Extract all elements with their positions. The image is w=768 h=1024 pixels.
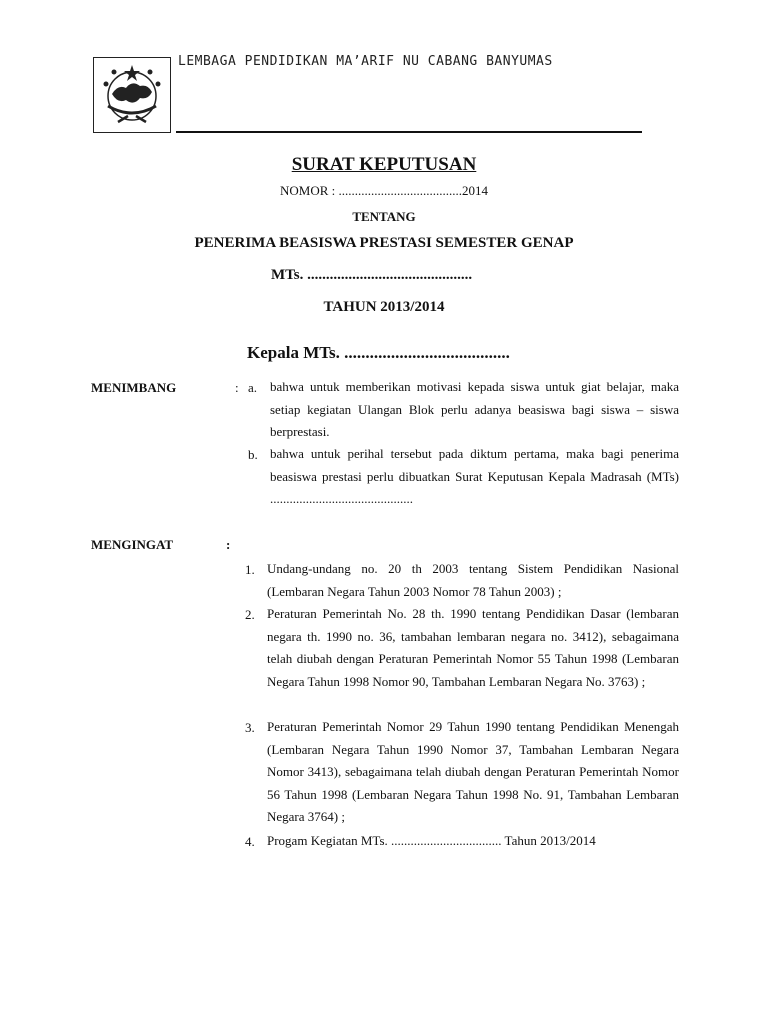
mengingat-item-2: Peraturan Pemerintah No. 28 th. 1990 tentang Pendidikan Dasar (lembaran negara th. 1990 no. 36, tambahan lembaran negara no. 3412), sebagaimana telah diubah dengan Peraturan Pemerintah Nomor 55 Tahun 1998 (Lembaran Negara Tahun 1998 Nomor 90, Tambahan Lembaran Negara No. 3763) ; (267, 606, 679, 689)
document-title: SURAT KEPUTUSAN (291, 154, 477, 175)
nu-emblem-icon (93, 57, 171, 133)
organization-name: LEMBAGA PENDIDIKAN MA’ARIF NU CABANG BANYUMAS (178, 54, 553, 69)
menimbang-item-b: bahwa untuk perihal tersebut pada diktum pertama, maka bagi penerima beasiswa prestasi perlu dibuatkan Surat Keputusan Kepala Madrasah (MTs) ............................................ (270, 446, 679, 506)
mengingat-marker-2: 2. (245, 607, 255, 622)
mengingat-colon: : (226, 537, 231, 552)
mengingat-marker-3: 3. (245, 720, 255, 735)
menimbang-marker-a: a. (248, 380, 258, 395)
subject-line: PENERIMA BEASISWA PRESTASI SEMESTER GENAP (194, 235, 574, 251)
header-rule (176, 131, 642, 133)
mengingat-marker-4: 4. (245, 834, 255, 849)
menimbang-item-a: bahwa untuk memberikan motivasi kepada siswa untuk giat belajar, maka setiap kegiatan Ulangan Blok perlu adanya beasiswa bagi siswa – siswa berprestasi. (270, 379, 679, 439)
school-line: MTs. ............................................ (271, 267, 473, 283)
mengingat-label: MENGINGAT (91, 537, 174, 552)
menimbang-marker-b: b. (248, 447, 258, 462)
mengingat-item-1: Undang-undang no. 20 th 2003 tentang Sistem Pendidikan Nasional (Lembaran Negara Tahun 2003 Nomor 78 Tahun 2003) ; (267, 561, 679, 599)
year-line: TAHUN 2013/2014 (323, 299, 445, 315)
mengingat-item-3: Peraturan Pemerintah Nomor 29 Tahun 1990 tentang Pendidikan Menengah (Lembaran Negara Tahun 1990 Nomor 37, Tambahan Lembaran Negara Nomor 3413), sebagaimana telah diubah dengan Peraturan Pemerintah Nomor 56 Tahun 1998 (Lembaran Negara Tahun 1998 No. 91, Tambahan Lembaran Negara 3764) ; (267, 719, 679, 824)
mengingat-marker-1: 1. (245, 562, 255, 577)
document-number: NOMOR : ......................................2014 (279, 183, 488, 198)
menimbang-colon: : (235, 380, 239, 395)
mengingat-item-4: Progam Kegiatan MTs. .................................. Tahun 2013/2014 (267, 833, 596, 848)
head-of-school-line: Kepala MTs. ....................................... (247, 343, 510, 362)
menimbang-label: MENIMBANG (91, 380, 177, 395)
tentang-heading: TENTANG (352, 209, 416, 224)
